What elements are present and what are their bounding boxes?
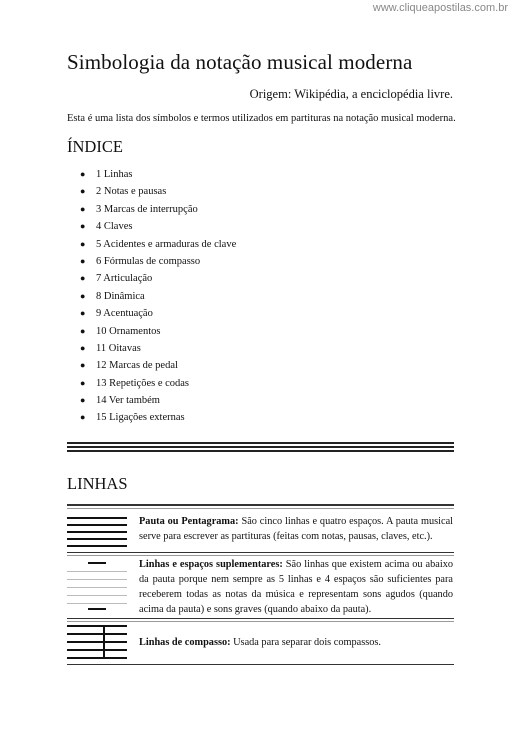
table-rule (67, 618, 454, 619)
bullet-icon: ● (80, 186, 86, 197)
bullet-icon: ● (80, 342, 86, 353)
row-description: Linhas e espaços suplementares: São linhas que existem acima ou abaixo da pauta porque nem sempre as 5 linhas e 4 espaços são suficientes para receberem todas as notas da música e representam sons agudos (quando acima da pauta) e sons graves (quando abaixo da pauta). (139, 559, 453, 615)
toc-item[interactable]: ● 4 Claves (80, 218, 236, 235)
section-divider (67, 442, 454, 444)
bullet-icon: ● (80, 238, 86, 249)
bullet-icon: ● (80, 377, 86, 388)
toc-item[interactable]: ● 7 Articulação (80, 270, 236, 287)
toc-item[interactable]: ● 11 Oitavas (80, 340, 236, 357)
staff-icon (67, 512, 127, 552)
intro-paragraph: Esta é uma lista dos símbolos e termos utilizados em partituras na notação musical moderna. (67, 113, 456, 124)
toc-item[interactable]: ● 14 Ver também (80, 392, 236, 409)
bullet-icon: ● (80, 360, 86, 371)
toc-item[interactable]: ● 13 Repetições e codas (80, 375, 236, 392)
index-heading: ÍNDICE (67, 137, 123, 156)
toc-item[interactable]: ● 3 Marcas de interrupção (80, 201, 236, 218)
table-row (67, 623, 454, 663)
table-rule (67, 552, 454, 553)
table-rule (67, 508, 454, 509)
bullet-icon: ● (80, 203, 86, 214)
toc-item[interactable]: ● 8 Dinâmica (80, 288, 236, 305)
bullet-icon: ● (80, 169, 86, 179)
table-row (67, 512, 454, 552)
toc-item[interactable]: ● 6 Fórmulas de compasso (80, 253, 236, 270)
bullet-icon: ● (80, 290, 86, 301)
row-description: Linhas de compasso: Usada para separar dois compassos. (139, 637, 381, 648)
bullet-icon: ● (80, 255, 86, 266)
table-rule (67, 504, 454, 506)
bullet-icon: ● (80, 395, 86, 406)
toc-item[interactable]: ● 10 Ornamentos (80, 323, 236, 340)
bullet-icon: ● (80, 221, 86, 232)
toc-item[interactable]: ● 1 Linhas (80, 166, 236, 183)
toc-item[interactable]: ● 12 Marcas de pedal (80, 357, 236, 374)
toc-item[interactable]: ● 15 Ligações externas (80, 409, 236, 426)
bullet-icon: ● (80, 412, 86, 423)
bullet-icon: ● (80, 273, 86, 284)
barline-icon (67, 623, 127, 663)
section-heading: LINHAS (67, 474, 128, 493)
watermark: www.cliqueapostilas.com.br (372, 2, 508, 14)
bullet-icon: ● (80, 325, 86, 336)
table-of-contents (80, 166, 236, 427)
origin-line: Origem: Wikipédia, a enciclopédia livre. (249, 87, 453, 101)
toc-item[interactable]: ● 5 Acidentes e armaduras de clave (80, 236, 236, 253)
page-title: Simbologia da notação musical moderna (67, 50, 413, 74)
ledger-lines-icon (67, 557, 127, 617)
table-row (67, 557, 454, 617)
table-rule (67, 664, 454, 665)
section-divider (67, 446, 454, 448)
toc-item[interactable]: ● 2 Notas e pausas (80, 183, 236, 200)
row-description: Pauta ou Pentagrama: São cinco linhas e quatro espaços. A pauta musical serve para escrever as partituras (feitas com notas, pausas, claves, etc.). (139, 516, 453, 542)
bullet-icon: ● (80, 308, 86, 319)
section-divider (67, 450, 454, 452)
toc-item[interactable]: ● 9 Acentuação (80, 305, 236, 322)
table-rule (67, 555, 454, 556)
table-rule (67, 621, 454, 622)
